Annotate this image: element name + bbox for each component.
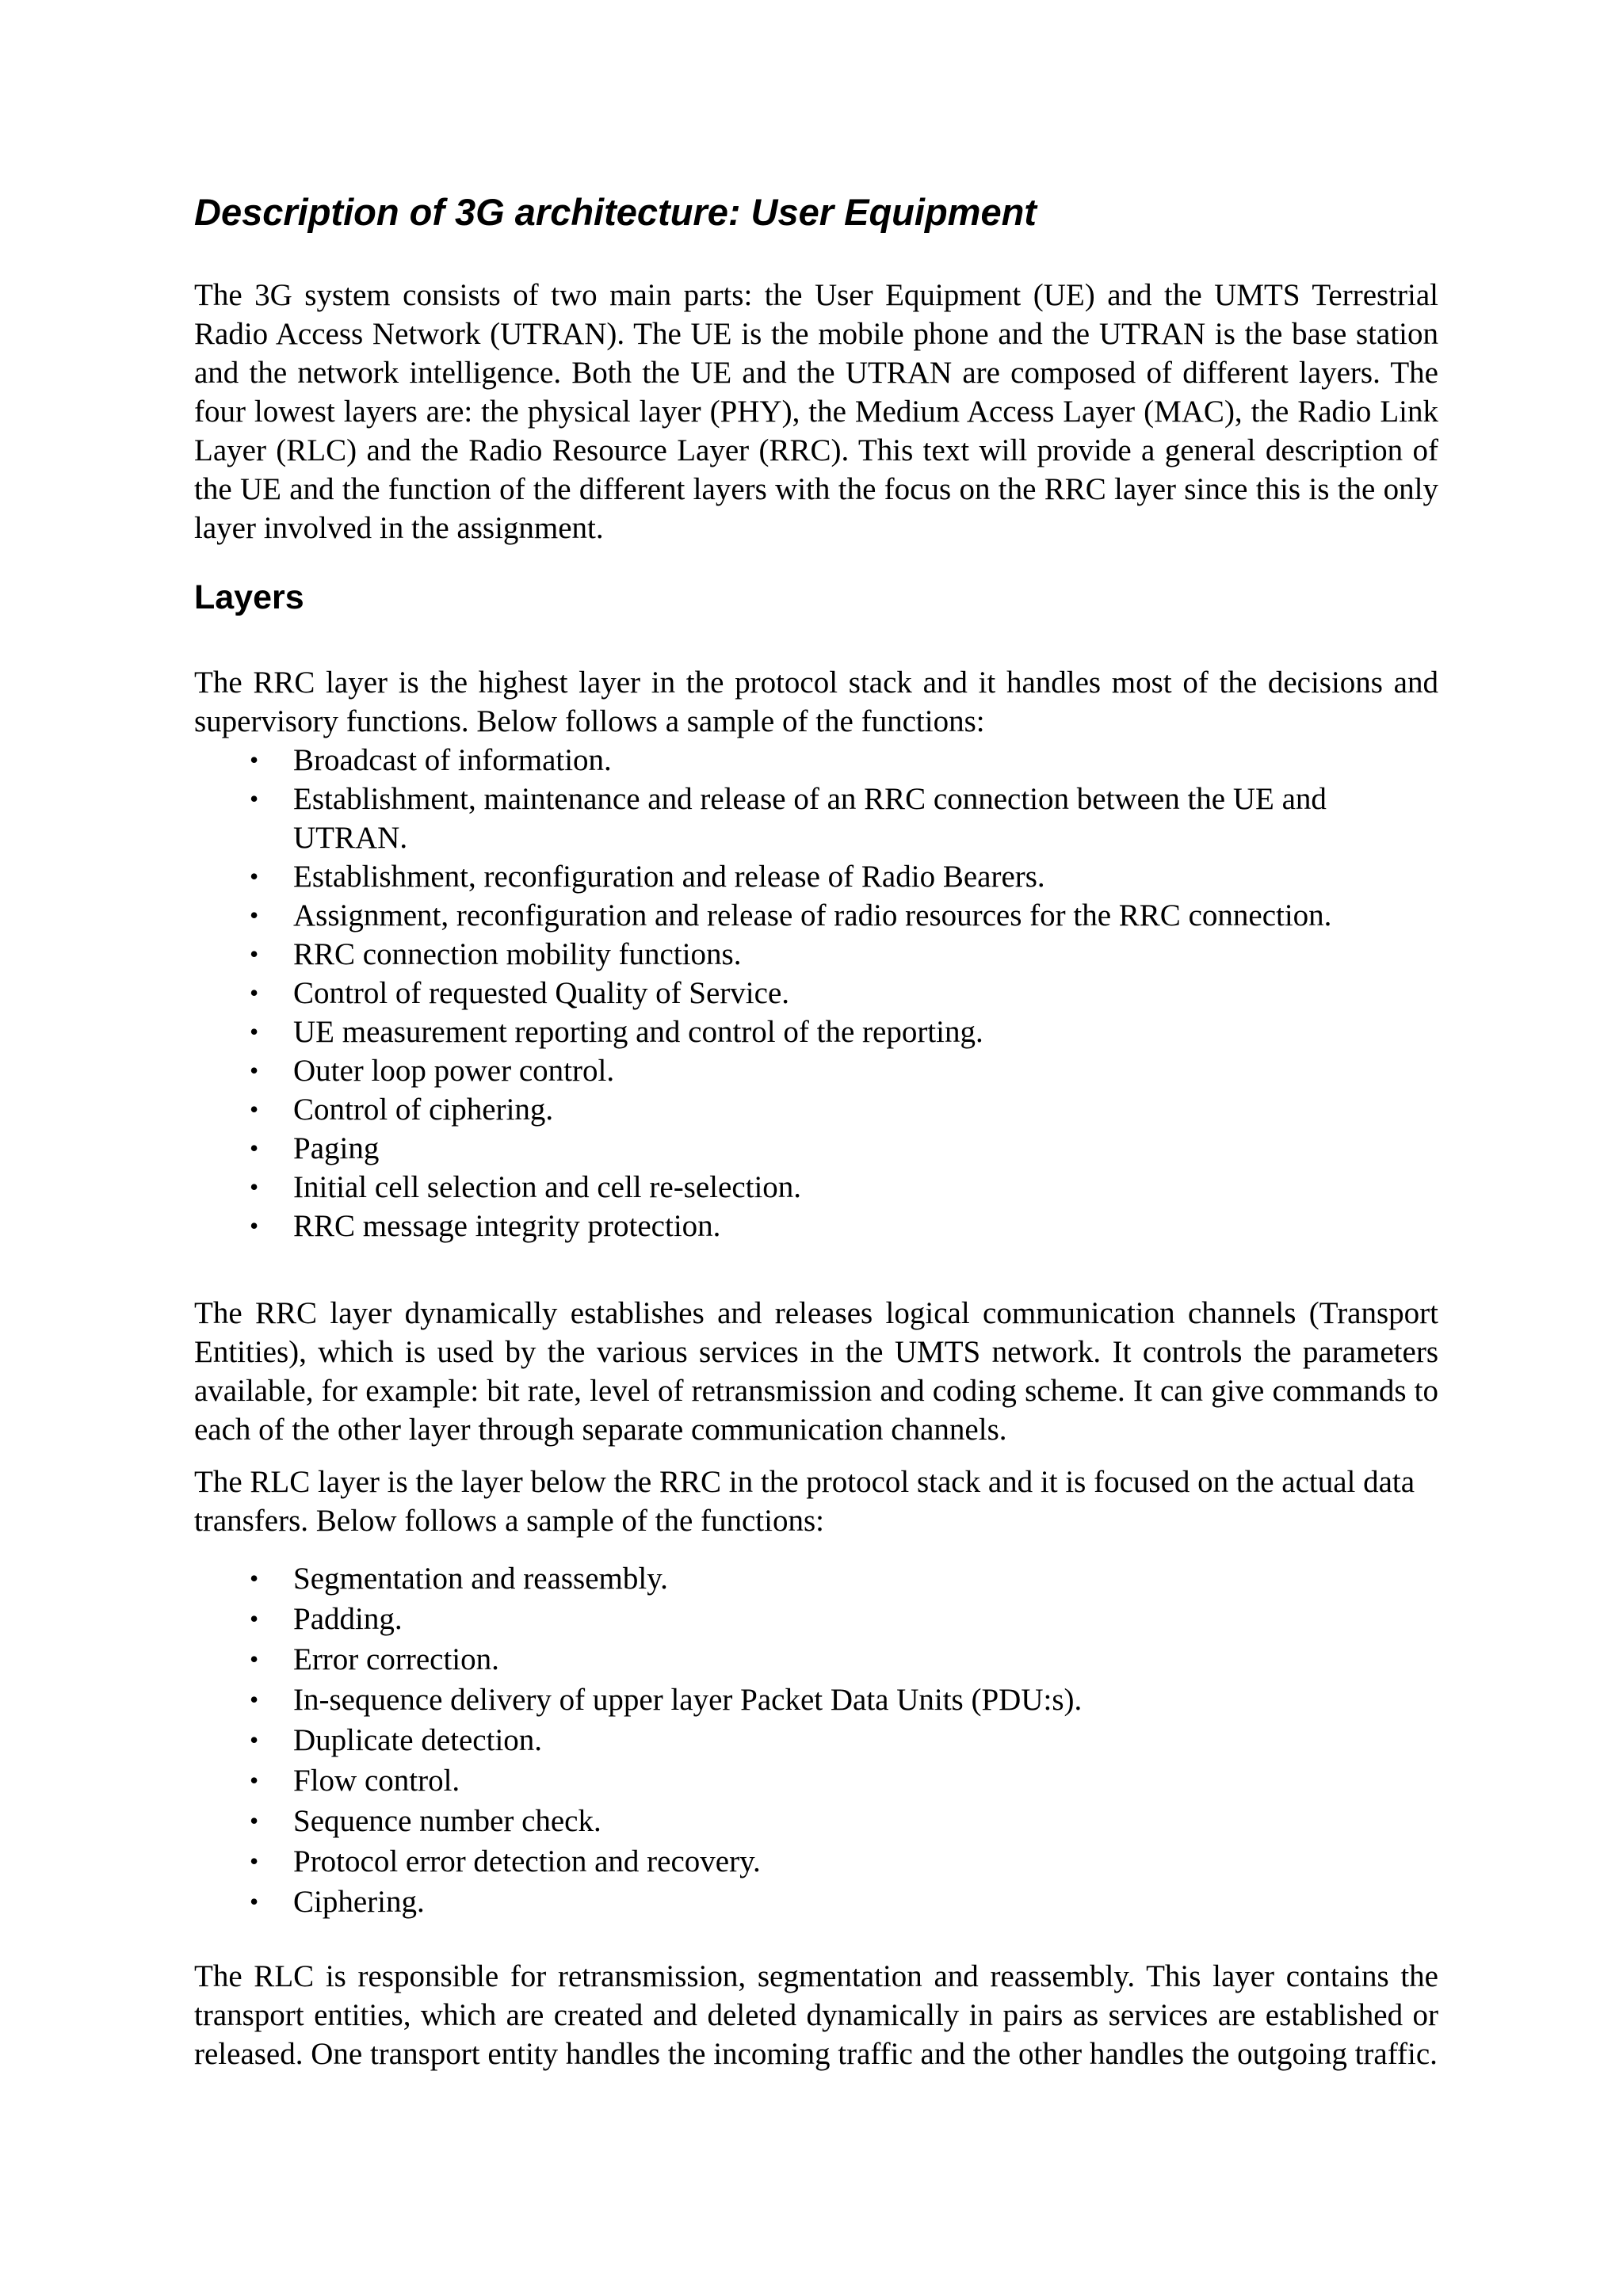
list-item — [194, 1801, 1438, 1841]
list-item-text: Duplicate detection. — [293, 1723, 543, 1757]
bullet-icon: • — [250, 1847, 259, 1875]
list-item — [194, 1760, 1438, 1801]
list-item-text: In-sequence delivery of upper layer Packet Data Units (PDU:s). — [293, 1683, 1083, 1717]
bullet-icon: • — [250, 940, 259, 968]
list-item-text: RRC connection mobility functions. — [293, 937, 742, 971]
bullet-icon: • — [250, 1173, 259, 1201]
list-item-text: Flow control. — [293, 1764, 460, 1798]
bullet-icon: • — [250, 1564, 259, 1592]
list-item — [194, 1599, 1438, 1639]
bullet-icon: • — [250, 1056, 259, 1085]
list-item-text: Establishment, reconfiguration and release of Radio Bearers. — [293, 860, 1045, 894]
list-item — [194, 741, 1438, 780]
list-item-text: Segmentation and reassembly. — [293, 1562, 668, 1596]
bullet-icon: • — [250, 1887, 259, 1916]
bullet-icon: • — [250, 1766, 259, 1794]
list-item — [194, 1090, 1438, 1129]
bullet-icon: • — [250, 1134, 259, 1162]
list-item-text: Broadcast of information. — [293, 743, 612, 777]
bullet-icon: • — [250, 1645, 259, 1673]
list-item — [194, 1129, 1438, 1168]
rlc-functions-list — [194, 1558, 1438, 1922]
list-item — [194, 857, 1438, 896]
list-item — [194, 780, 1438, 857]
list-item-text: Sequence number check. — [293, 1804, 601, 1838]
list-item-text: Padding. — [293, 1602, 403, 1636]
list-item — [194, 1207, 1438, 1245]
list-item-text: Paging — [293, 1131, 380, 1165]
list-item-text: Error correction. — [293, 1642, 499, 1676]
intro-paragraph: The 3G system consists of two main parts: the User Equipment (UE) and the UMTS Terrestrial Radio Access Network (UTRAN). The UE is the mobile phone and the UTRAN is the base station and the network intelligence. Both the UE and the UTRAN are composed of different layers. The four lowest layers are: the physical layer (PHY), the Medium Access Layer (MAC), the Radio Link Layer (RLC) and the Radio Resource Layer (RRC). This text will provide a general description of the UE and the function of the different layers with the focus on the RRC layer since this is the only layer involved in the assignment. — [194, 278, 1438, 545]
list-item — [194, 1168, 1438, 1207]
list-item — [194, 1558, 1438, 1599]
bullet-icon: • — [250, 746, 259, 774]
list-item — [194, 1882, 1438, 1922]
list-item-text: Ciphering. — [293, 1885, 425, 1919]
bullet-icon: • — [250, 1017, 259, 1046]
list-item — [194, 935, 1438, 974]
bullet-icon: • — [250, 978, 259, 1007]
list-item-text: Protocol error detection and recovery. — [293, 1844, 761, 1878]
list-item-text: Outer loop power control. — [293, 1054, 615, 1088]
list-item-text: Control of ciphering. — [293, 1093, 554, 1127]
bullet-icon: • — [250, 1806, 259, 1835]
bullet-icon: • — [250, 1095, 259, 1123]
list-item-text: Assignment, reconfiguration and release of radio resources for the RRC connection. — [293, 898, 1332, 933]
bullet-icon: • — [250, 1685, 259, 1714]
list-item — [194, 1013, 1438, 1051]
bullet-icon: • — [250, 784, 259, 813]
list-item-text: Establishment, maintenance and release of an RRC connection between the UE and UTRAN. — [293, 782, 1327, 855]
list-item — [194, 1720, 1438, 1760]
list-item-text: Initial cell selection and cell re-selection. — [293, 1170, 802, 1204]
bullet-icon: • — [250, 1604, 259, 1633]
list-item — [194, 1639, 1438, 1680]
list-item-text: UE measurement reporting and control of the reporting. — [293, 1015, 983, 1049]
layers-heading: Layers — [194, 578, 304, 616]
bullet-icon: • — [250, 862, 259, 891]
bullet-icon: • — [250, 1211, 259, 1240]
list-item — [194, 1051, 1438, 1090]
rrc-intro-paragraph: The RRC layer is the highest layer in the protocol stack and it handles most of the decisions and supervisory functions. Below follows a sample of the functions: — [194, 666, 1438, 738]
list-item-text: Control of requested Quality of Service. — [293, 976, 789, 1010]
list-item-text: RRC message integrity protection. — [293, 1209, 721, 1243]
rlc-intro-paragraph: The RLC layer is the layer below the RRC in the protocol stack and it is focused on the actual data transfers. Below follows a sample of the functions: — [194, 1465, 1415, 1538]
rrc-paragraph: The RRC layer dynamically establishes and releases logical communication channels (Transport Entities), which is used by the various services in the UMTS network. It controls the parameters available, for example: bit rate, level of retransmission and coding scheme. It can give commands to each of the other layer through separate communication channels. — [194, 1296, 1438, 1447]
bullet-icon: • — [250, 901, 259, 929]
list-item — [194, 974, 1438, 1013]
rrc-functions-list — [194, 741, 1438, 1245]
list-item — [194, 1680, 1438, 1720]
bullet-icon: • — [250, 1726, 259, 1754]
document-title: Description of 3G architecture: User Equipment — [194, 191, 1037, 233]
list-item — [194, 896, 1438, 935]
list-item — [194, 1841, 1438, 1882]
rlc-paragraph: The RLC is responsible for retransmission, segmentation and reassembly. This layer contains the transport entities, which are created and deleted dynamically in pairs as services are established or released. One transport entity handles the incoming traffic and the other handles the outgoing traffic. — [194, 1959, 1438, 2071]
